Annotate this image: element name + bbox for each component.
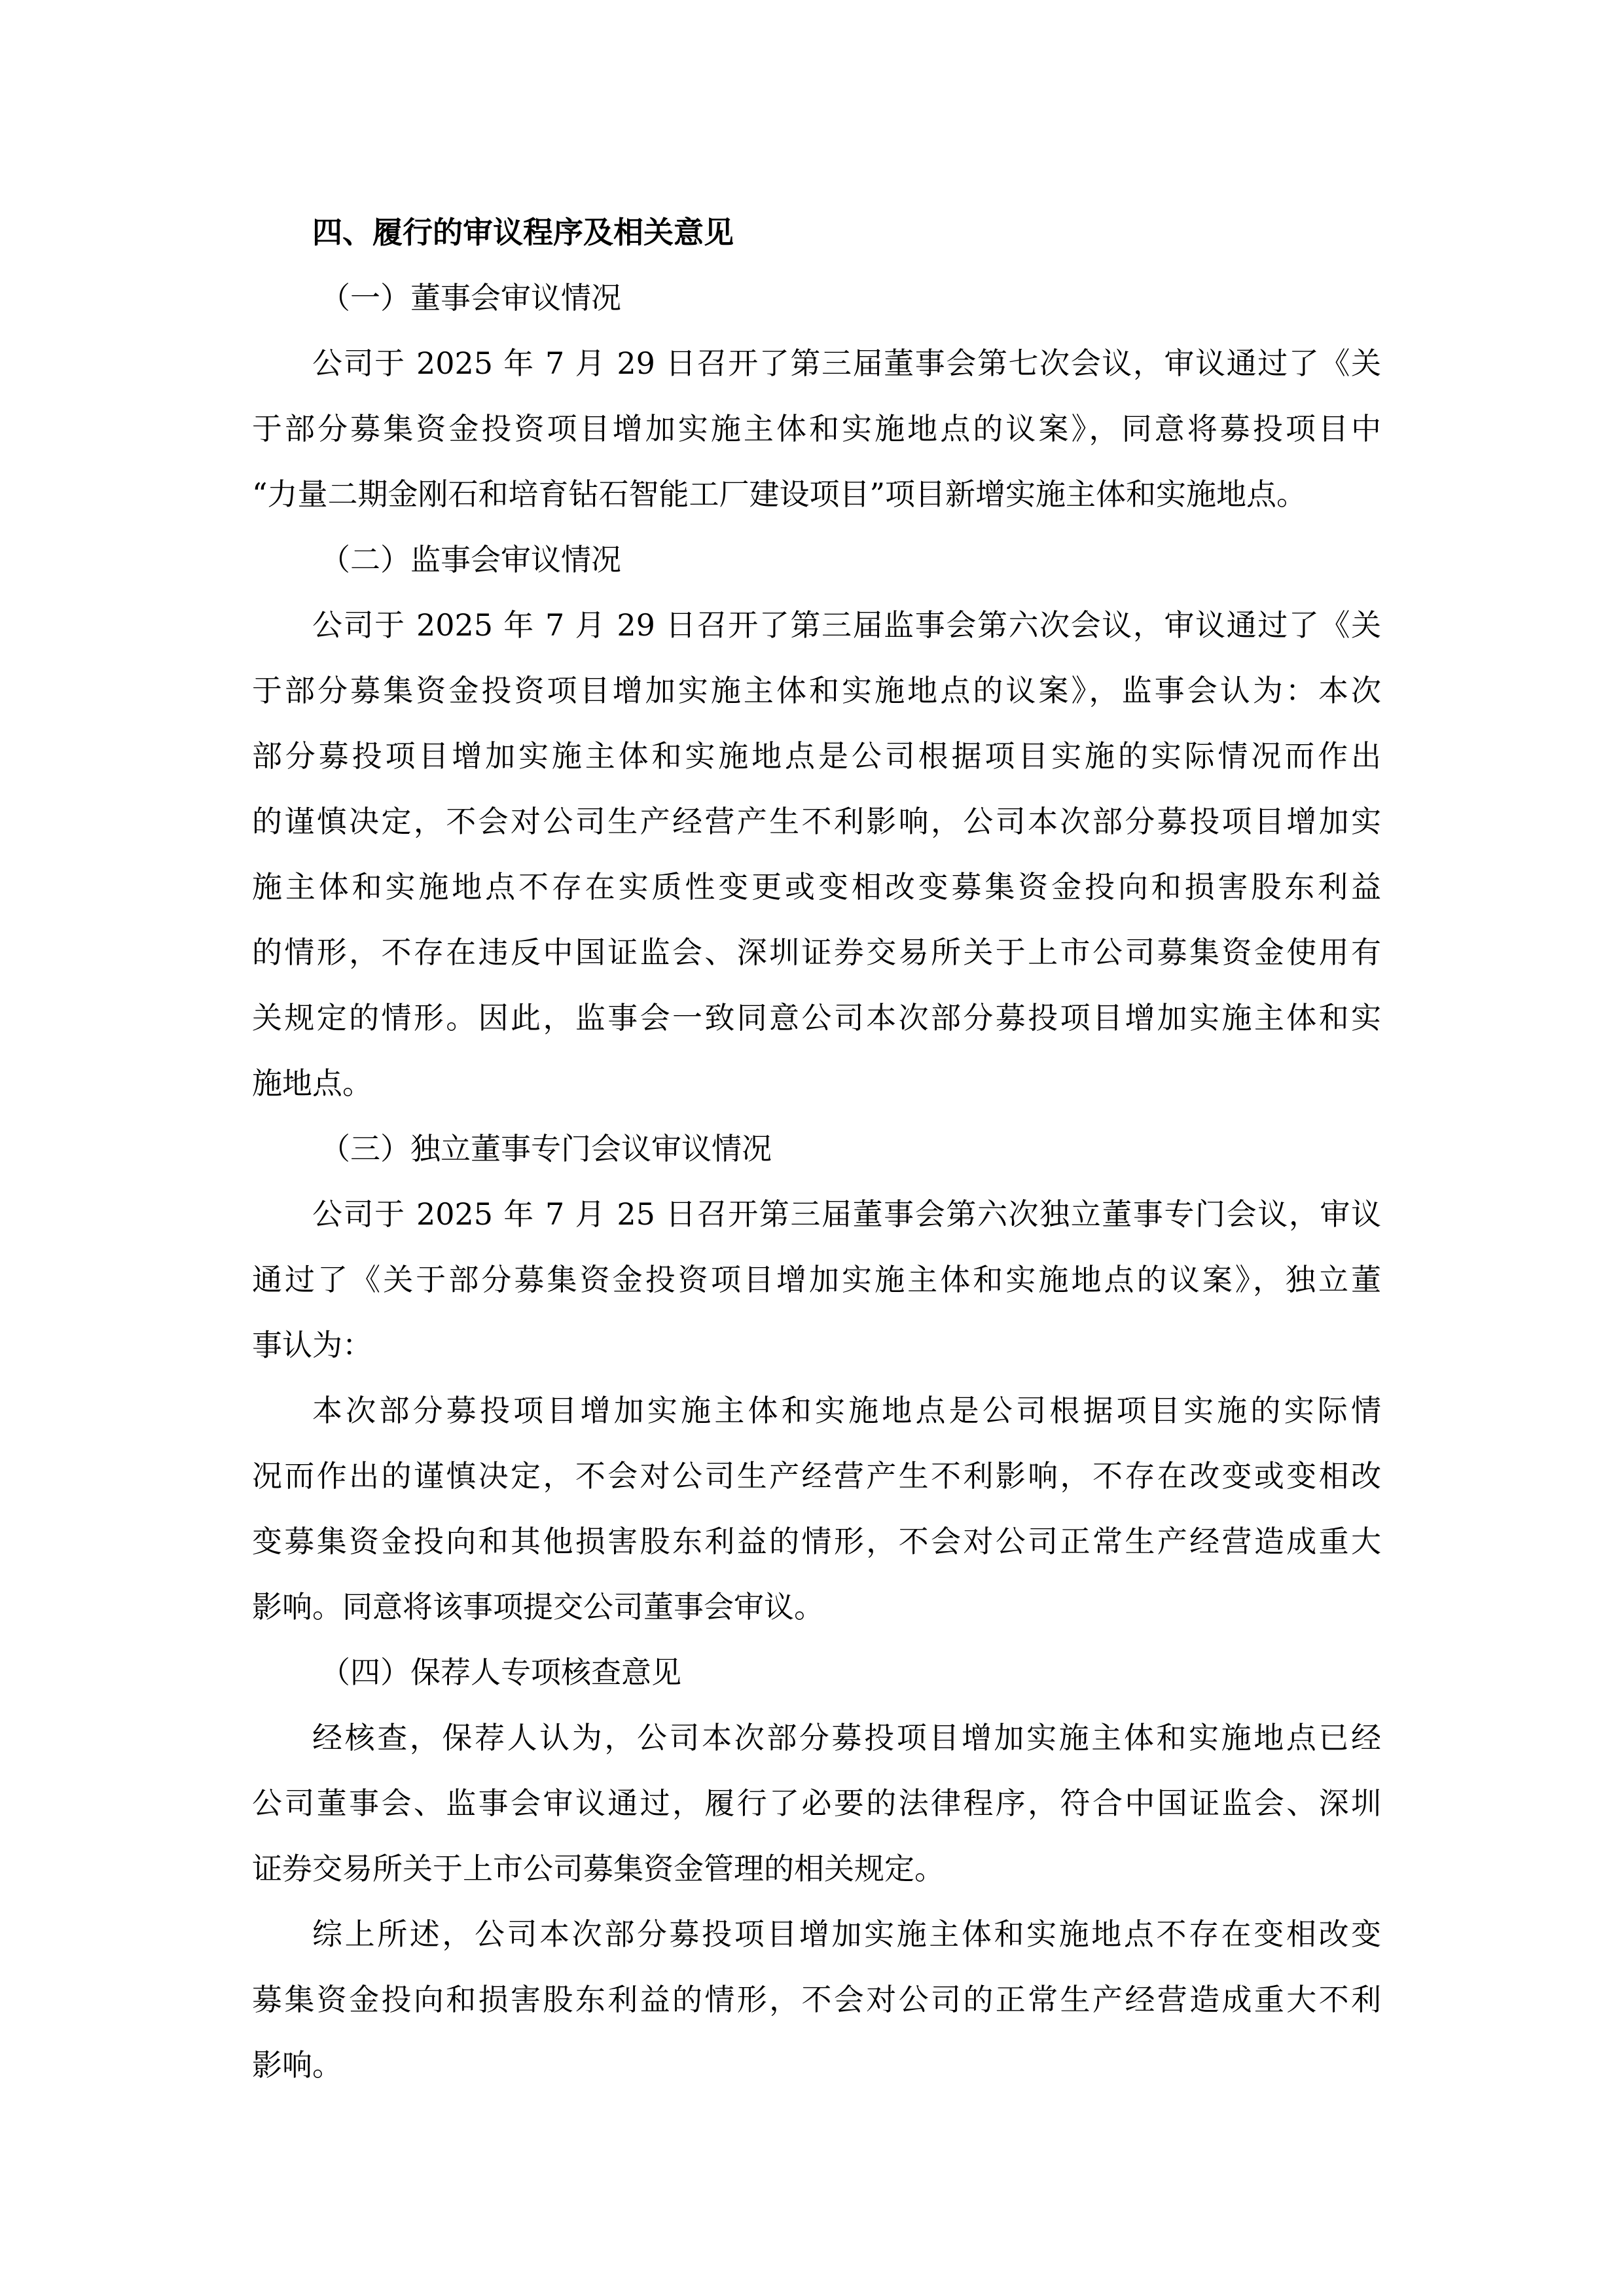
text-line: 于部分募集资金投资项目增加实施主体和实施地点的议案》，同意将募投项目中 — [252, 411, 1381, 446]
section-title: 四、履行的审议程序及相关意见 — [312, 215, 734, 250]
paragraph-board-review — [252, 331, 1381, 527]
document-body — [252, 200, 1381, 2098]
subsection-title-board: （一）董事会审议情况 — [320, 280, 621, 315]
text-line: 况而作出的谨慎决定，不会对公司生产经营产生不利影响，不存在改变或变相改 — [252, 1458, 1381, 1494]
text-line: 经核查，保荐人认为，公司本次部分募投项目增加实施主体和实施地点已经 — [312, 1720, 1381, 1755]
text-line: “力量二期金刚石和培育钻石智能工厂建设项目”项目新增实施主体和实施地点。 — [252, 476, 1307, 512]
text-line: 综上所述，公司本次部分募投项目增加实施主体和实施地点不存在变相改变 — [312, 1916, 1381, 1952]
text-line: 影响。 — [252, 2047, 342, 2083]
text-line: 公司于 2025 年 7 月 25 日召开第三届董事会第六次独立董事专门会议，审议 — [312, 1196, 1381, 1232]
text-line: 施地点。 — [252, 1066, 372, 1101]
subsection-title-sponsor: （四）保荐人专项核查意见 — [320, 1655, 681, 1690]
text-line: 公司董事会、监事会审议通过，履行了必要的法律程序，符合中国证监会、深圳 — [252, 1785, 1381, 1821]
paragraph-independent-opinion — [252, 1378, 1381, 1640]
paragraph-conclusion — [252, 1901, 1381, 2098]
text-line: 于部分募集资金投资项目增加实施主体和实施地点的议案》，监事会认为：本次 — [252, 673, 1381, 708]
text-line: 影响。同意将该事项提交公司董事会审议。 — [252, 1589, 824, 1624]
paragraph-supervisory-review — [252, 592, 1381, 1116]
text-line: 部分募投项目增加实施主体和实施地点是公司根据项目实施的实际情况而作出 — [252, 738, 1381, 774]
subsection-title-supervisory: （二）监事会审议情况 — [320, 542, 621, 577]
text-line: 通过了《关于部分募集资金投资项目增加实施主体和实施地点的议案》，独立董 — [252, 1262, 1381, 1297]
text-line: 本次部分募投项目增加实施主体和实施地点是公司根据项目实施的实际情 — [312, 1393, 1381, 1428]
text-line: 施主体和实施地点不存在实质性变更或变相改变募集资金投向和损害股东利益 — [252, 869, 1381, 905]
text-line: 公司于 2025 年 7 月 29 日召开了第三届监事会第六次会议，审议通过了《关 — [312, 607, 1381, 643]
text-line: 关规定的情形。因此，监事会一致同意公司本次部分募投项目增加实施主体和实 — [252, 1000, 1381, 1035]
text-line: 变募集资金投向和其他损害股东利益的情形，不会对公司正常生产经营造成重大 — [252, 1524, 1381, 1559]
text-line: 证券交易所关于上市公司募集资金管理的相关规定。 — [252, 1851, 945, 1886]
paragraph-independent-meeting — [252, 1181, 1381, 1378]
text-line: 事认为： — [252, 1327, 372, 1363]
paragraph-sponsor-check — [252, 1705, 1381, 1901]
text-line: 公司于 2025 年 7 月 29 日召开了第三届董事会第七次会议，审议通过了《关 — [312, 346, 1381, 381]
subsection-title-independent-directors: （三）独立董事专门会议审议情况 — [320, 1131, 772, 1166]
text-line: 的情形，不存在违反中国证监会、深圳证券交易所关于上市公司募集资金使用有 — [252, 935, 1381, 970]
text-line: 的谨慎决定，不会对公司生产经营产生不利影响，公司本次部分募投项目增加实 — [252, 804, 1381, 839]
text-line: 募集资金投向和损害股东利益的情形，不会对公司的正常生产经营造成重大不利 — [252, 1982, 1381, 2017]
